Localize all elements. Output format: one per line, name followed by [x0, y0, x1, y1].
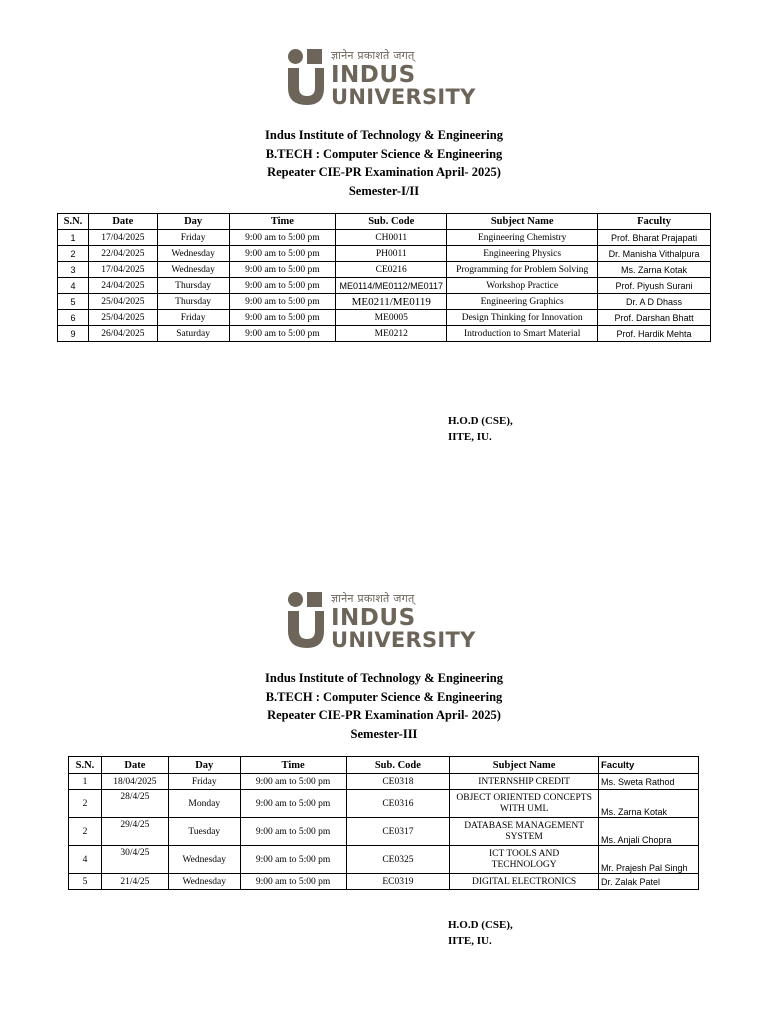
- sn-cell: 2: [58, 246, 89, 262]
- time-cell: 9:00 am to 5:00 pm: [229, 230, 336, 246]
- column-header: S.N.: [58, 214, 89, 230]
- subject-name-cell: Workshop Practice: [447, 278, 598, 294]
- program-title: B.TECH : Computer Science & Engineering: [265, 146, 503, 161]
- day-cell: Tuesday: [168, 818, 240, 846]
- subject-name-cell: Introduction to Smart Material: [447, 326, 598, 342]
- day-cell: Wednesday: [157, 262, 229, 278]
- subject-code-cell: CE0325: [346, 846, 450, 874]
- subject-code-cell: CE0317: [346, 818, 450, 846]
- date-cell: 29/4/25: [101, 818, 168, 846]
- date-cell: 28/4/25: [101, 790, 168, 818]
- time-cell: 9:00 am to 5:00 pm: [229, 326, 336, 342]
- logo-word-university: UNIVERSITY: [331, 85, 476, 109]
- subject-code-cell: ME0211/ME0119: [336, 294, 447, 310]
- column-header: Sub. Code: [346, 757, 450, 774]
- subject-name-cell: Programming for Problem Solving: [447, 262, 598, 278]
- day-cell: Saturday: [157, 326, 229, 342]
- subject-name-cell: Engineering Physics: [447, 246, 598, 262]
- column-header: Sub. Code: [336, 214, 447, 230]
- subject-name-cell: DATABASE MANAGEMENT SYSTEM: [450, 818, 599, 846]
- faculty-cell: Dr. Manisha Vithalpura: [598, 246, 711, 262]
- column-header: Day: [168, 757, 240, 774]
- hod-signature: [448, 918, 513, 949]
- faculty-cell: Dr. A D Dhass: [598, 294, 711, 310]
- table-row: [58, 326, 711, 342]
- faculty-cell: Ms. Sweta Rathod: [599, 774, 699, 790]
- sn-cell: 4: [58, 278, 89, 294]
- document-heading: [0, 669, 768, 744]
- subject-name-cell: Engineering Graphics: [447, 294, 598, 310]
- exam-title: Repeater CIE-PR Examination April- 2025): [267, 708, 501, 723]
- day-cell: Monday: [168, 790, 240, 818]
- subject-name-cell: Design Thinking for Innovation: [447, 310, 598, 326]
- sn-cell: 5: [58, 294, 89, 310]
- faculty-cell: Dr. Zalak Patel: [599, 874, 699, 890]
- table-row: [58, 294, 711, 310]
- subject-code-cell: CE0316: [346, 790, 450, 818]
- time-cell: 9:00 am to 5:00 pm: [229, 294, 336, 310]
- faculty-cell: Mr. Prajesh Pal Singh: [599, 846, 699, 874]
- faculty-cell: Prof. Bharat Prajapati: [598, 230, 711, 246]
- sn-cell: 3: [58, 262, 89, 278]
- faculty-cell: Prof. Darshan Bhatt: [598, 310, 711, 326]
- date-cell: 26/04/2025: [88, 326, 157, 342]
- program-title: B.TECH : Computer Science & Engineering: [265, 689, 503, 704]
- signature-line-2: IITE, IU.: [448, 934, 492, 947]
- date-cell: 25/04/2025: [88, 294, 157, 310]
- table-header-row: [58, 214, 711, 230]
- table-row: [69, 846, 699, 874]
- time-cell: 9:00 am to 5:00 pm: [229, 262, 336, 278]
- time-cell: 9:00 am to 5:00 pm: [229, 246, 336, 262]
- faculty-cell: Prof. Piyush Surani: [598, 278, 711, 294]
- sn-cell: 1: [69, 774, 102, 790]
- table-row: [69, 774, 699, 790]
- table-row: [69, 874, 699, 890]
- column-header: S.N.: [69, 757, 102, 774]
- day-cell: Thursday: [157, 278, 229, 294]
- column-header: Date: [101, 757, 168, 774]
- time-cell: 9:00 am to 5:00 pm: [240, 846, 346, 874]
- faculty-cell: Ms. Anjali Chopra: [599, 818, 699, 846]
- day-cell: Wednesday: [157, 246, 229, 262]
- exam-schedule-table: [57, 213, 711, 342]
- hod-signature: [448, 414, 513, 445]
- column-header: Date: [88, 214, 157, 230]
- column-header: Faculty: [599, 757, 699, 774]
- logo-motto: ज्ञानेन प्रकाशते जगत्: [331, 49, 415, 62]
- logo-word-indus: INDUS: [331, 605, 416, 631]
- subject-code-cell: EC0319: [346, 874, 450, 890]
- time-cell: 9:00 am to 5:00 pm: [240, 790, 346, 818]
- date-cell: 17/04/2025: [88, 262, 157, 278]
- faculty-cell: Ms. Zarna Kotak: [599, 790, 699, 818]
- table-row: [58, 230, 711, 246]
- indus-emblem-icon: [287, 48, 327, 108]
- day-cell: Thursday: [157, 294, 229, 310]
- sn-cell: 5: [69, 874, 102, 890]
- table-row: [69, 818, 699, 846]
- column-header: Faculty: [598, 214, 711, 230]
- column-header: Subject Name: [450, 757, 599, 774]
- sn-cell: 4: [69, 846, 102, 874]
- day-cell: Wednesday: [168, 846, 240, 874]
- signature-line-2: IITE, IU.: [448, 430, 492, 443]
- subject-code-cell: PH0011: [336, 246, 447, 262]
- date-cell: 22/04/2025: [88, 246, 157, 262]
- logo-motto: ज्ञानेन प्रकाशते जगत्: [331, 592, 415, 605]
- logo-word-university: UNIVERSITY: [331, 628, 476, 652]
- date-cell: 21/4/25: [101, 874, 168, 890]
- subject-name-cell: ICT TOOLS AND TECHNOLOGY: [450, 846, 599, 874]
- faculty-cell: Ms. Zarna Kotak: [598, 262, 711, 278]
- table-header-row: [69, 757, 699, 774]
- date-cell: 17/04/2025: [88, 230, 157, 246]
- time-cell: 9:00 am to 5:00 pm: [240, 874, 346, 890]
- time-cell: 9:00 am to 5:00 pm: [229, 310, 336, 326]
- time-cell: 9:00 am to 5:00 pm: [240, 774, 346, 790]
- sn-cell: 6: [58, 310, 89, 326]
- university-logo: [287, 591, 487, 653]
- sn-cell: 2: [69, 790, 102, 818]
- column-header: Subject Name: [447, 214, 598, 230]
- sn-cell: 2: [69, 818, 102, 846]
- table-row: [58, 310, 711, 326]
- column-header: Time: [240, 757, 346, 774]
- day-cell: Wednesday: [168, 874, 240, 890]
- day-cell: Friday: [168, 774, 240, 790]
- table-row: [58, 246, 711, 262]
- subject-code-cell: ME0005: [336, 310, 447, 326]
- subject-name-cell: OBJECT ORIENTED CONCEPTS WITH UML: [450, 790, 599, 818]
- subject-name-cell: INTERNSHIP CREDIT: [450, 774, 599, 790]
- document-heading: [0, 126, 768, 201]
- signature-line-1: H.O.D (CSE),: [448, 415, 513, 427]
- subject-code-cell: CE0216: [336, 262, 447, 278]
- date-cell: 30/4/25: [101, 846, 168, 874]
- table-row: [69, 790, 699, 818]
- subject-code-cell: ME0212: [336, 326, 447, 342]
- subject-name-cell: DIGITAL ELECTRONICS: [450, 874, 599, 890]
- university-logo: [287, 48, 487, 110]
- day-cell: Friday: [157, 230, 229, 246]
- institute-title: Indus Institute of Technology & Engineering: [265, 671, 503, 685]
- date-cell: 24/04/2025: [88, 278, 157, 294]
- table-row: [58, 262, 711, 278]
- table-row: [58, 278, 711, 294]
- date-cell: 25/04/2025: [88, 310, 157, 326]
- faculty-cell: Prof. Hardik Mehta: [598, 326, 711, 342]
- subject-name-cell: Engineering Chemistry: [447, 230, 598, 246]
- column-header: Day: [157, 214, 229, 230]
- sn-cell: 1: [58, 230, 89, 246]
- signature-line-1: H.O.D (CSE),: [448, 919, 513, 931]
- exam-title: Repeater CIE-PR Examination April- 2025): [267, 165, 501, 180]
- subject-code-cell: CE0318: [346, 774, 450, 790]
- subject-code-cell: CH0011: [336, 230, 447, 246]
- column-header: Time: [229, 214, 336, 230]
- subject-code-cell: ME0114/ME0112/ME0117: [336, 278, 447, 294]
- institute-title: Indus Institute of Technology & Engineering: [265, 128, 503, 142]
- exam-schedule-table: [68, 756, 699, 890]
- semester-title: Semester-III: [350, 727, 418, 742]
- logo-word-indus: INDUS: [331, 62, 416, 88]
- time-cell: 9:00 am to 5:00 pm: [229, 278, 336, 294]
- semester-title: Semester-I/II: [348, 184, 420, 199]
- day-cell: Friday: [157, 310, 229, 326]
- date-cell: 18/04/2025: [101, 774, 168, 790]
- sn-cell: 9: [58, 326, 89, 342]
- time-cell: 9:00 am to 5:00 pm: [240, 818, 346, 846]
- indus-emblem-icon: [287, 591, 327, 651]
